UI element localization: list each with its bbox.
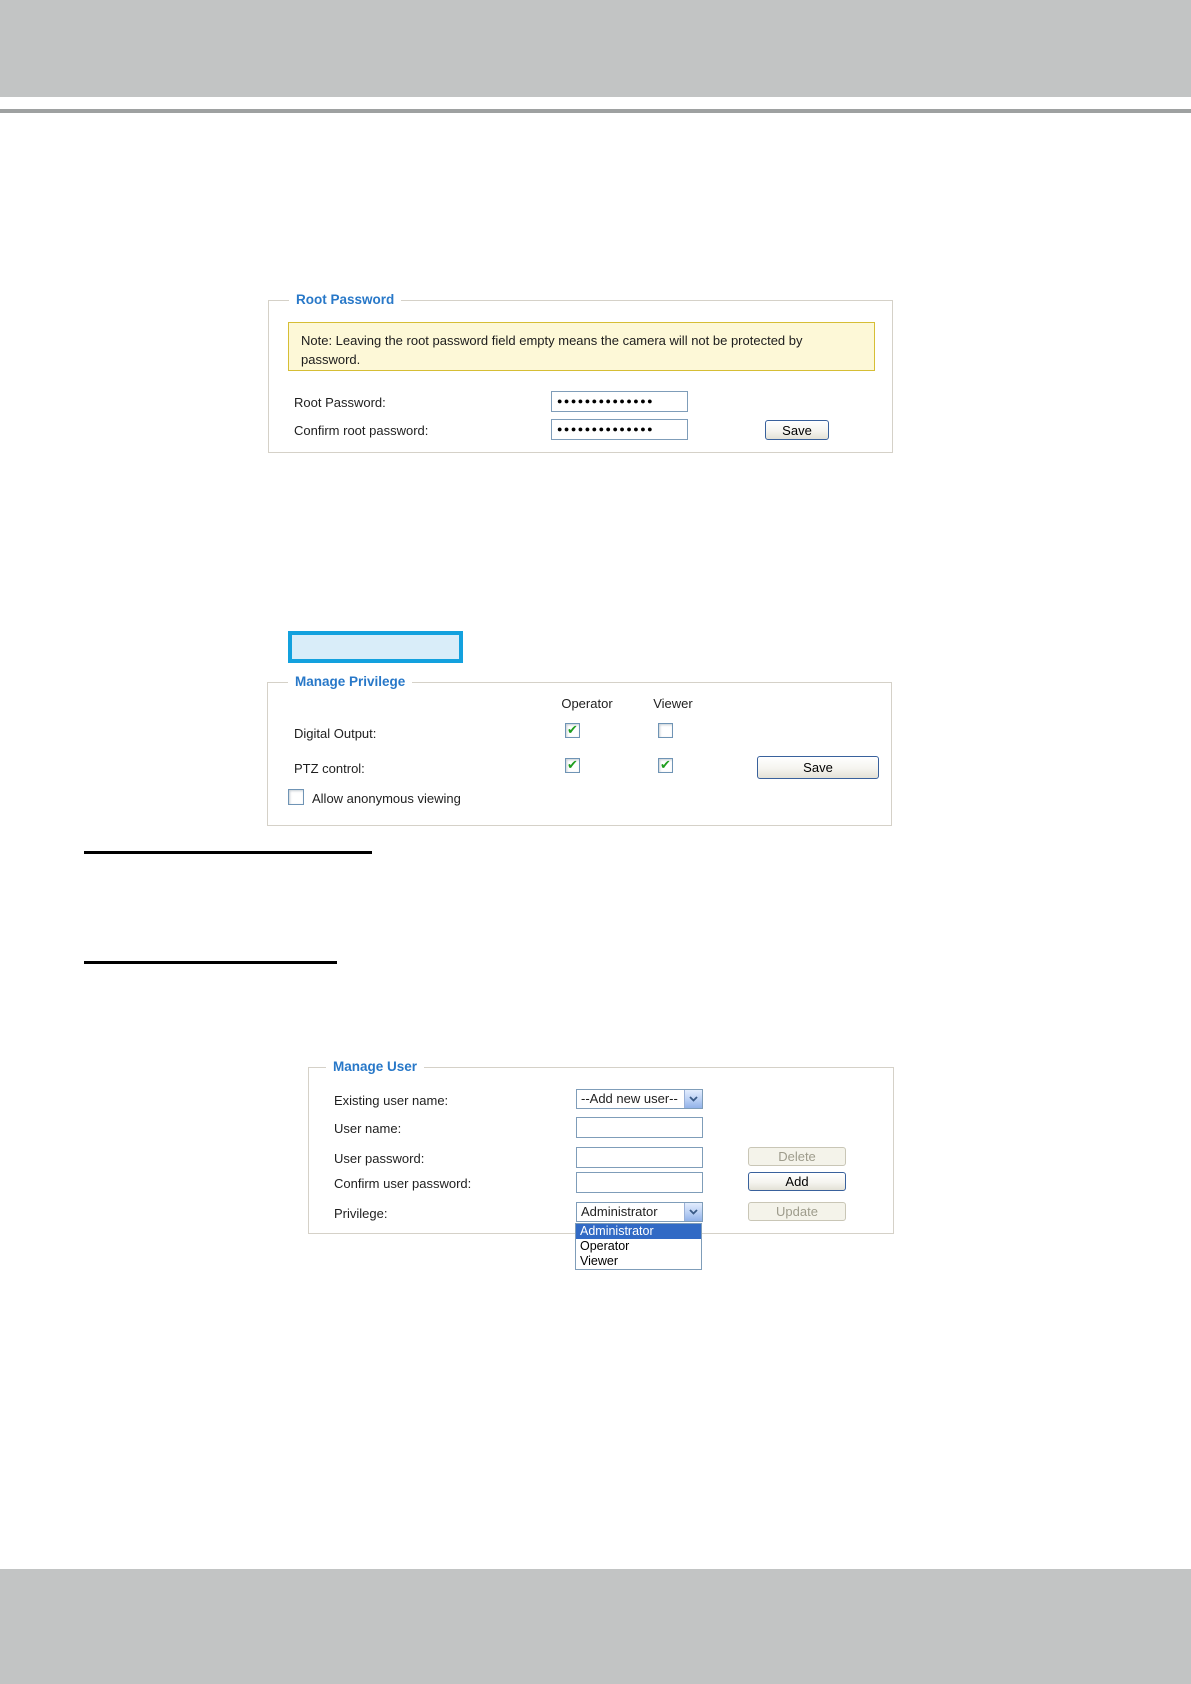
manage-privilege-save-button[interactable]: Save bbox=[757, 756, 879, 779]
allow-anonymous-checkbox[interactable] bbox=[288, 789, 304, 805]
manage-user-legend: Manage User bbox=[326, 1059, 424, 1074]
ptz-viewer-checkbox[interactable] bbox=[658, 758, 673, 773]
user-password-input[interactable] bbox=[576, 1147, 703, 1168]
privilege-label: Privilege: bbox=[334, 1206, 388, 1221]
user-name-label: User name: bbox=[334, 1121, 402, 1136]
confirm-user-password-input[interactable] bbox=[576, 1172, 703, 1193]
root-password-save-button[interactable]: Save bbox=[765, 420, 829, 440]
viewer-column-header: Viewer bbox=[653, 696, 693, 711]
highlight-box bbox=[288, 631, 463, 663]
existing-user-name-label: Existing user name: bbox=[334, 1093, 449, 1108]
page-header-bar bbox=[0, 0, 1191, 97]
manage-user-panel bbox=[308, 1059, 894, 1234]
manage-privilege-panel bbox=[267, 674, 892, 826]
digital-output-operator-checkbox[interactable] bbox=[565, 723, 580, 738]
ptz-operator-checkbox[interactable] bbox=[565, 758, 580, 773]
user-password-label: User password: bbox=[334, 1151, 425, 1166]
operator-column-header: Operator bbox=[561, 696, 613, 711]
allow-anonymous-label: Allow anonymous viewing bbox=[312, 791, 461, 806]
blank-heading-underline-1 bbox=[84, 851, 372, 854]
confirm-root-password-input[interactable]: ●●●●●●●●●●●●●● bbox=[551, 419, 688, 440]
existing-user-select[interactable]: --Add new user-- bbox=[576, 1089, 703, 1109]
user-name-input[interactable] bbox=[576, 1117, 703, 1138]
confirm-user-password-label: Confirm user password: bbox=[334, 1176, 472, 1191]
blank-heading-underline-2 bbox=[84, 961, 337, 964]
root-password-input[interactable]: ●●●●●●●●●●●●●● bbox=[551, 391, 688, 412]
privilege-dropdown-list bbox=[575, 1223, 702, 1270]
ptz-control-label: PTZ control: bbox=[294, 761, 365, 776]
root-password-legend: Root Password bbox=[289, 292, 401, 307]
confirm-root-password-label: Confirm root password: bbox=[294, 423, 429, 438]
root-password-panel bbox=[268, 292, 893, 453]
update-user-button[interactable]: Update bbox=[748, 1202, 846, 1221]
dropdown-arrow-icon[interactable] bbox=[684, 1090, 702, 1108]
manage-privilege-legend: Manage Privilege bbox=[288, 674, 412, 689]
privilege-option-operator[interactable]: Operator bbox=[580, 1239, 630, 1253]
delete-user-button[interactable]: Delete bbox=[748, 1147, 846, 1166]
digital-output-label: Digital Output: bbox=[294, 726, 377, 741]
root-password-note: Note: Leaving the root password field empty means the camera will not be protected by password. bbox=[288, 322, 875, 371]
add-user-button[interactable]: Add bbox=[748, 1172, 846, 1191]
header-divider bbox=[0, 109, 1191, 113]
digital-output-viewer-checkbox[interactable] bbox=[658, 723, 673, 738]
privilege-select[interactable]: Administrator bbox=[576, 1202, 703, 1222]
dropdown-arrow-icon[interactable] bbox=[684, 1203, 702, 1221]
privilege-option-viewer[interactable]: Viewer bbox=[580, 1254, 618, 1268]
root-password-label: Root Password: bbox=[294, 395, 386, 410]
page-footer-bar bbox=[0, 1569, 1191, 1684]
privilege-option-administrator[interactable]: Administrator bbox=[576, 1224, 701, 1239]
